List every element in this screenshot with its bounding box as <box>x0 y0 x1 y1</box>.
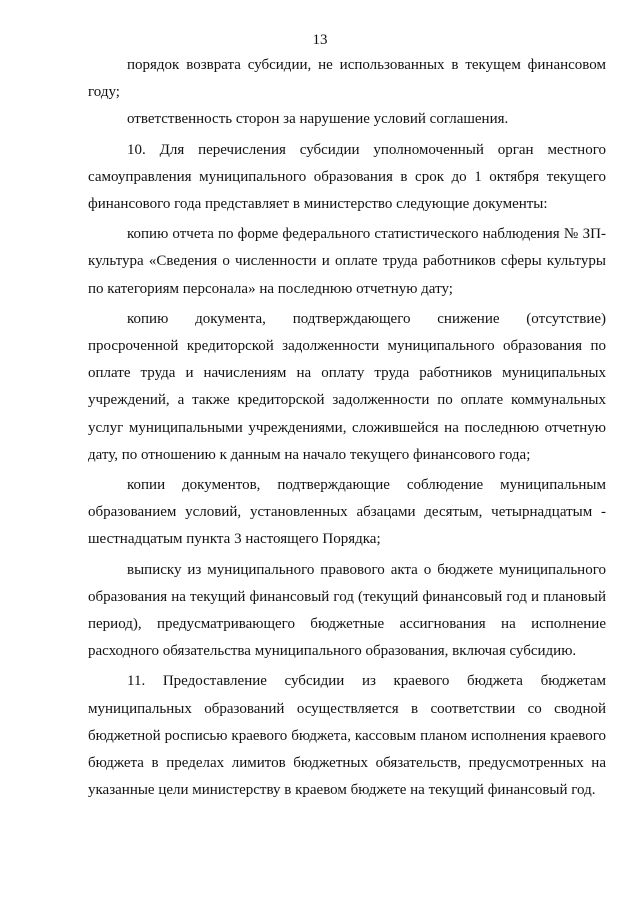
paragraph-item-10: 10. Для перечисления субсидии уполномоченный орган местного самоуправления муниципального образования в срок до 1 октября текущего финансового года представляет в министерство следующие документы: <box>88 141 606 213</box>
paragraph-item-11: 11. Предоставление субсидии из краевого бюджета бюджетам муниципальных образований осуществляется в соответствии со сводной бюджетной росписью краевого бюджета, кассовым планом исполнения краевого бюджета в пределах лимитов бюджетных обязательств, предусмотренных на указанные цели министерству в краевом бюджете на текущий финансовый год. <box>88 673 606 799</box>
paragraph-documents-copies: копии документов, подтверждающие соблюдение муниципальным образованием условий, установленных абзацами десятым, четырнадцатым - шестнадцатым пункта 3 настоящего Порядка; <box>88 477 606 548</box>
page-number: 13 <box>312 32 328 48</box>
paragraph-return-order: порядок возврата субсидии, не использованных в текущем финансовом году; <box>88 57 606 101</box>
paragraph-document-copy: копию документа, подтверждающего снижение (отсутствие) просроченной кредиторской задолженности муниципального образования по оплате труда и начислениям на оплату труда работников муниципальных учреждений, а также кредиторской задолженности по оплате коммунальных услуг муниципальными учреждениями, сложившейся на последнюю отчетную дату, по отношению к данным на начало текущего финансового года; <box>88 310 606 463</box>
paragraph-extract: выписку из муниципального правового акта о бюджете муниципального образования на текущий финансовый год (текущий финансовый год и плановый период), предусматривающего бюджетные ассигнования на исполнение расходного обязательства муниципального образования, включая субсидию. <box>88 561 606 660</box>
paragraph-report-copy: копию отчета по форме федерального статистического наблюдения № ЗП-культура «Сведения о численности и оплате труда работников сферы культуры по категориям персонала» на последнюю отчетную дату; <box>88 226 606 297</box>
document-body <box>88 52 606 804</box>
paragraph-responsibility: ответственность сторон за нарушение условий соглашения. <box>127 111 509 128</box>
